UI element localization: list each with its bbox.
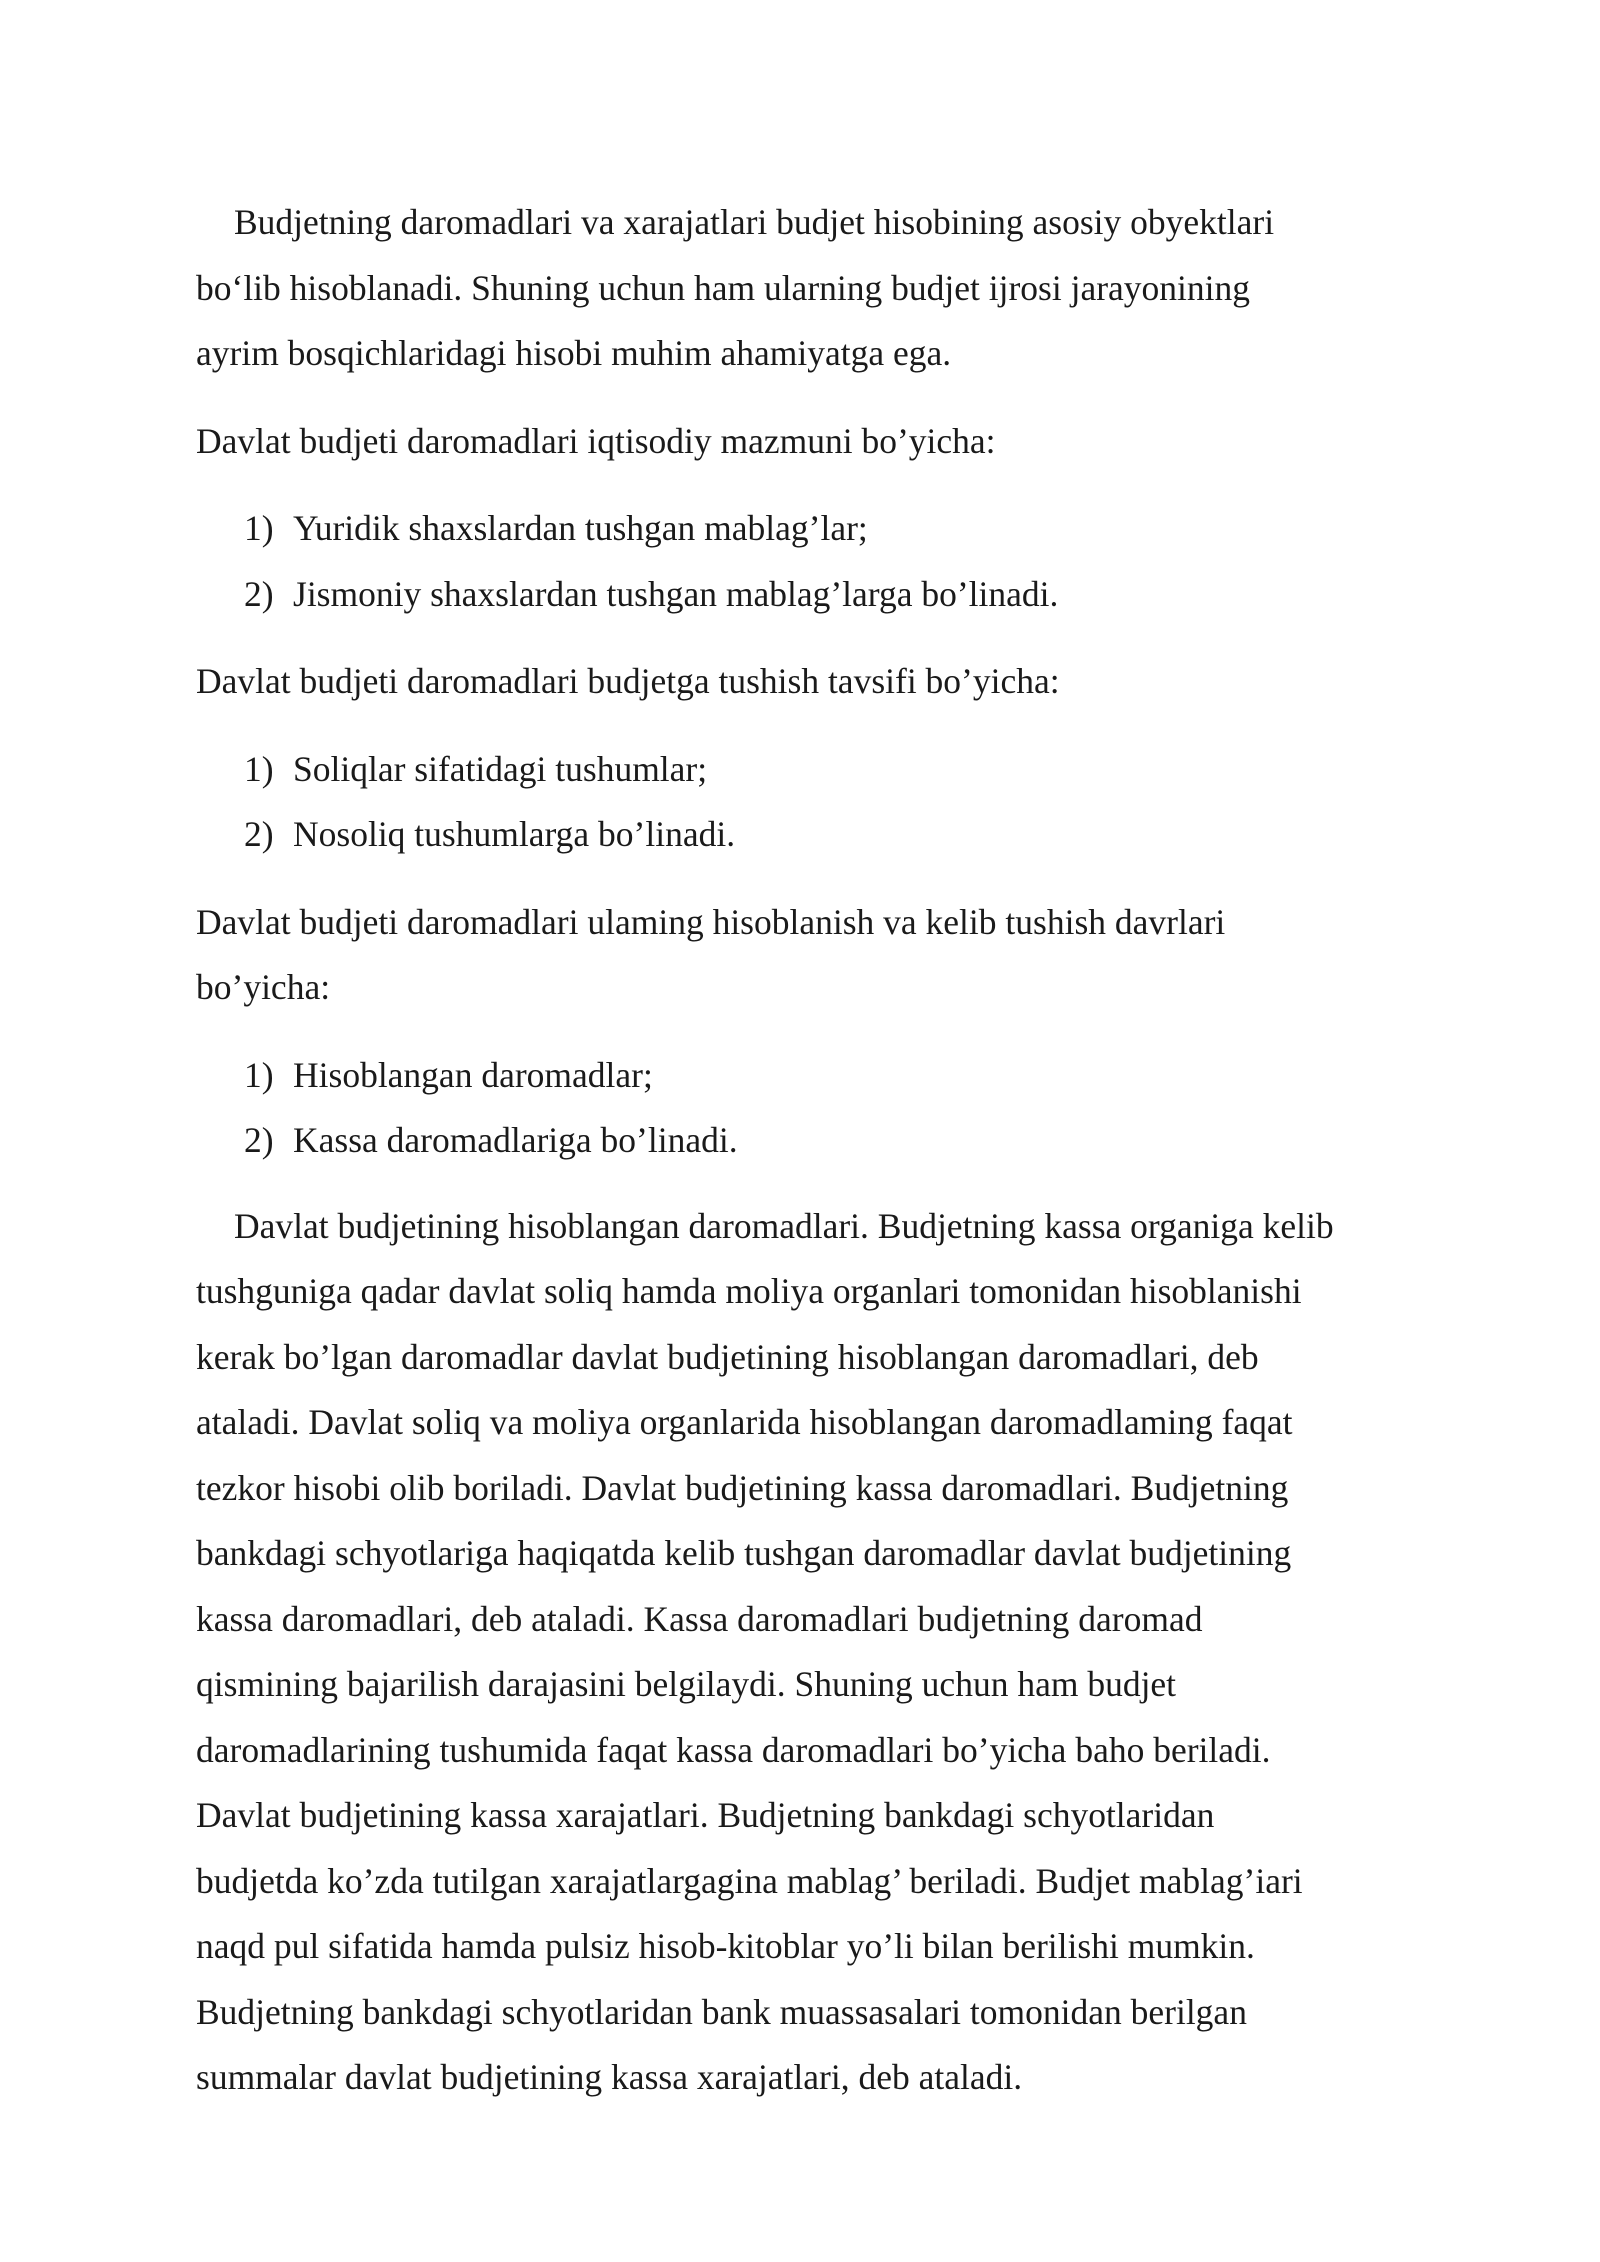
paragraph-intro — [196, 190, 1426, 387]
text-line: naqd pul sifatida hamda pulsiz hisob-kitoblar yo’li bilan berilishi mumkin. — [196, 1926, 1255, 1966]
list-item-number: 2) — [244, 573, 274, 614]
text-line: ataladi. Davlat soliq va moliya organlarida hisoblangan daromadlaming faqat — [196, 1402, 1293, 1442]
list-item-text: Hisoblangan daromadlar; — [293, 1054, 653, 1095]
text-line: summalar davlat budjetining kassa xarajatlari, deb ataladi. — [196, 2057, 1023, 2097]
text-line: budjetda ko’zda tutilgan xarajatlargagina mablag’ beriladi. Budjet mablag’iari — [196, 1860, 1303, 1901]
list-item-text: Nosoliq tushumlarga bo’linadi. — [293, 814, 736, 854]
text-line: bo‘lib hisoblanadi. Shuning uchun ham ularning budjet ijrosi jarayonining — [196, 267, 1251, 308]
text-line: Budjetning bankdagi schyotlaridan bank muassasalari tomonidan berilgan — [196, 1991, 1247, 2032]
text-line: Davlat budjeti daromadlari ulaming hisoblanish va kelib tushish davrlari — [196, 901, 1226, 942]
text-line: kerak bo’lgan daromadlar davlat budjetining hisoblangan daromadlari, deb — [196, 1336, 1259, 1377]
list-item-text: Jismoniy shaxslardan tushgan mablag’larga bo’linadi. — [293, 573, 1059, 614]
paragraph-body — [196, 1194, 1426, 2111]
list-item — [196, 802, 1426, 868]
list-item-number: 1) — [244, 748, 274, 789]
section-heading-economic: Davlat budjeti daromadlari iqtisodiy mazmuni bo’yicha: — [196, 420, 996, 461]
list-item — [196, 1108, 1426, 1174]
list-item-number: 2) — [244, 1120, 274, 1160]
list-item — [196, 562, 1426, 628]
text-line: Davlat budjetining kassa xarajatlari. Budjetning bankdagi schyotlaridan — [196, 1795, 1215, 1835]
text-line: kassa daromadlari, deb ataladi. Kassa daromadlari budjetning daromad — [196, 1598, 1203, 1639]
list-item — [196, 1043, 1426, 1109]
list-item-text: Kassa daromadlariga bo’linadi. — [293, 1120, 738, 1160]
text-line: bo’yicha: — [196, 967, 331, 1007]
text-line: bankdagi schyotlariga haqiqatda kelib tushgan daromadlar davlat budjetining — [196, 1533, 1292, 1573]
text-line: tushguniga qadar davlat soliq hamda moliya organlari tomonidan hisoblanishi — [196, 1271, 1302, 1311]
list-item-text: Soliqlar sifatidagi tushumlar; — [293, 748, 708, 789]
list-receipt — [196, 737, 1426, 868]
text-line: Davlat budjetining hisoblangan daromadlari. Budjetning kassa organiga kelib — [234, 1205, 1334, 1246]
list-item-number: 1) — [244, 508, 274, 548]
list-periods — [196, 1043, 1426, 1174]
section-heading-receipt: Davlat budjeti daromadlari budjetga tushish tavsifi bo’yicha: — [196, 661, 1060, 701]
list-item-number: 2) — [244, 814, 274, 854]
list-economic — [196, 496, 1426, 627]
list-item — [196, 737, 1426, 803]
list-item — [196, 496, 1426, 562]
text-line: ayrim bosqichlaridagi hisobi muhim ahamiyatga ega. — [196, 333, 952, 373]
document-page — [196, 190, 1426, 2111]
text-line: daromadlarining tushumida faqat kassa daromadlari bo’yicha baho beriladi. — [196, 1729, 1271, 1770]
text-line: Budjetning daromadlari va xarajatlari budjet hisobining asosiy obyektlari — [234, 202, 1275, 242]
text-line: tezkor hisobi olib boriladi. Davlat budjetining kassa daromadlari. Budjetning — [196, 1467, 1289, 1508]
list-item-text: Yuridik shaxslardan tushgan mablag’lar; — [293, 508, 868, 548]
text-line: qismining bajarilish darajasini belgilaydi. Shuning uchun ham budjet — [196, 1664, 1177, 1704]
list-item-number: 1) — [244, 1054, 274, 1095]
section-heading-periods — [196, 890, 1426, 1021]
